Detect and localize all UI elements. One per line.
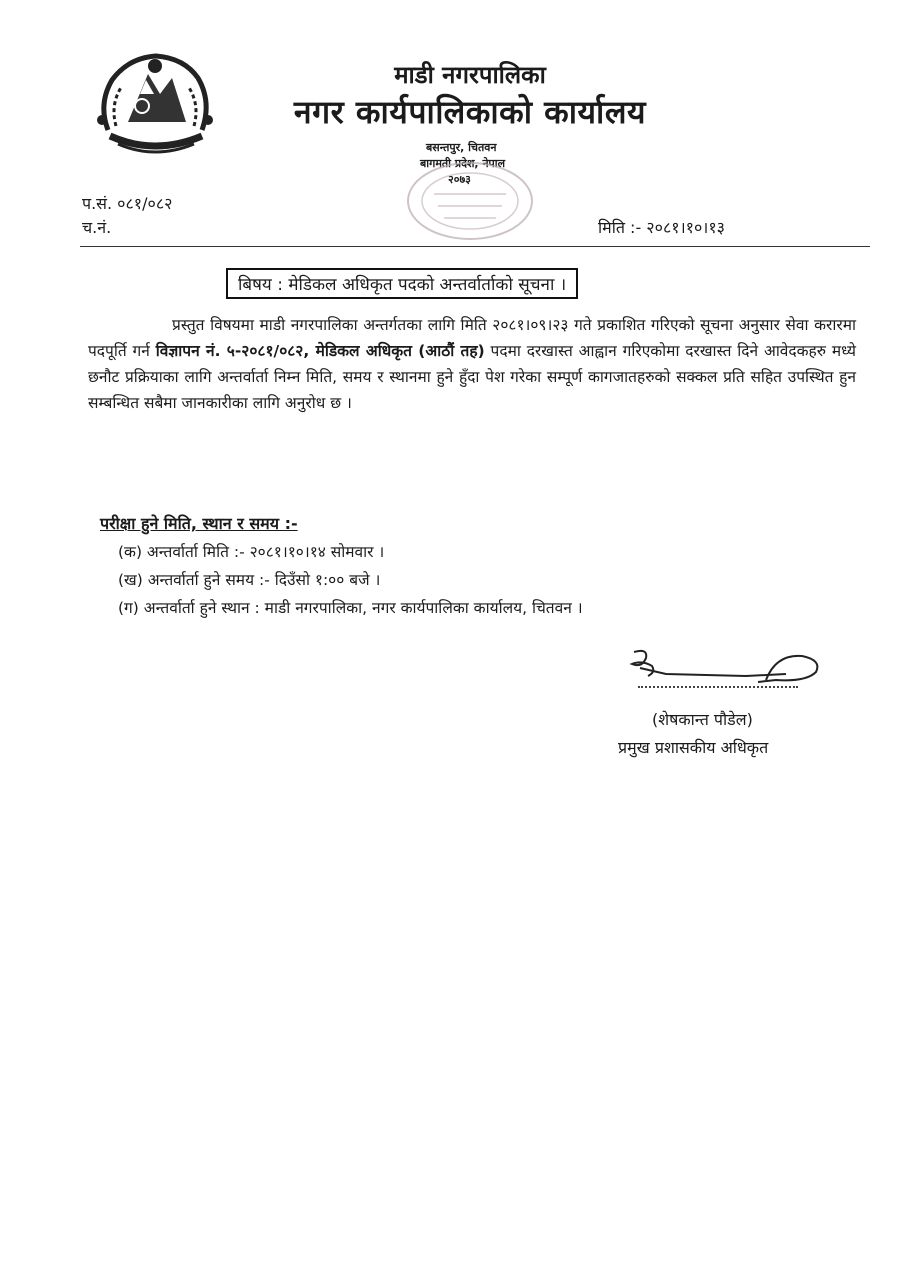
body-text-1: प्रस्तुत विषयमा माडी नगरपालिका अन्तर्गतका लागि मिति २०८१।०९।२३ गते प्रकाशित गरिएको सूचना अनुसार सेवा करारमा पदपूर्ति गर्न (88, 316, 856, 360)
exam-item-date: (क) अन्तर्वार्ता मिति :- २०८१।१०।१४ सोमवार । (118, 543, 385, 561)
exam-item-place: (ग) अन्तर्वार्ता हुने स्थान : माडी नगरपालिका, नगर कार्यपालिका कार्यालय, चितवन । (118, 599, 583, 617)
body-text-2: पदमा दरखास्त आह्वान गरिएकोमा दरखास्त दिने आवेदकहरु मध्ये छनौट प्रक्रियाका लागि अन्तर्वार्ता निम्न मिति, समय र स्थानमा हुने हुँदा पेश गरेका सम्पूर्ण कागजातहरुको सक्कल प्रति सहित उपस्थित हुन सम्बन्धित सबैमा जानकारीका लागि अनुरोध छ । (88, 342, 856, 412)
notice-body (88, 312, 856, 416)
dispatch-number: च.नं. (82, 218, 112, 237)
address-line-1: बसन्तपुर, चितवन (426, 141, 497, 154)
exam-item-time: (ख) अन्तर्वार्ता हुने समय :- दिउँसो १:०० बजे । (118, 571, 381, 589)
office-name: माडी नगरपालिका (394, 61, 546, 89)
notice-date: मिति :- २०८१।१०।१३ (598, 218, 726, 237)
nepal-emblem-icon (88, 44, 223, 159)
subject-box: बिषय : मेडिकल अधिकृत पदको अन्तर्वार्ताको सूचना । (226, 268, 578, 299)
header-divider (80, 246, 870, 247)
reference-number: प.सं. ०८१/०८२ (82, 194, 173, 213)
signature-line (638, 686, 798, 688)
exam-heading: परीक्षा हुने मिति, स्थान र समय :- (100, 514, 298, 533)
signatory-title: प्रमुख प्रशासकीय अधिकृत (618, 738, 769, 757)
office-title: नगर कार्यपालिकाको कार्यालय (293, 93, 647, 131)
body-text-bold: विज्ञापन नं. ५-२०८१/०८२, मेडिकल अधिकृत (आठौं तह) (155, 342, 485, 360)
address-line-3: २०७३ (448, 173, 471, 186)
office-seal-icon (404, 160, 536, 242)
handwritten-signature-icon (626, 646, 826, 688)
signatory-name: (शेषकान्त पौडेल) (652, 710, 753, 729)
address-line-2: बागमती प्रदेश, नेपाल (420, 157, 506, 170)
